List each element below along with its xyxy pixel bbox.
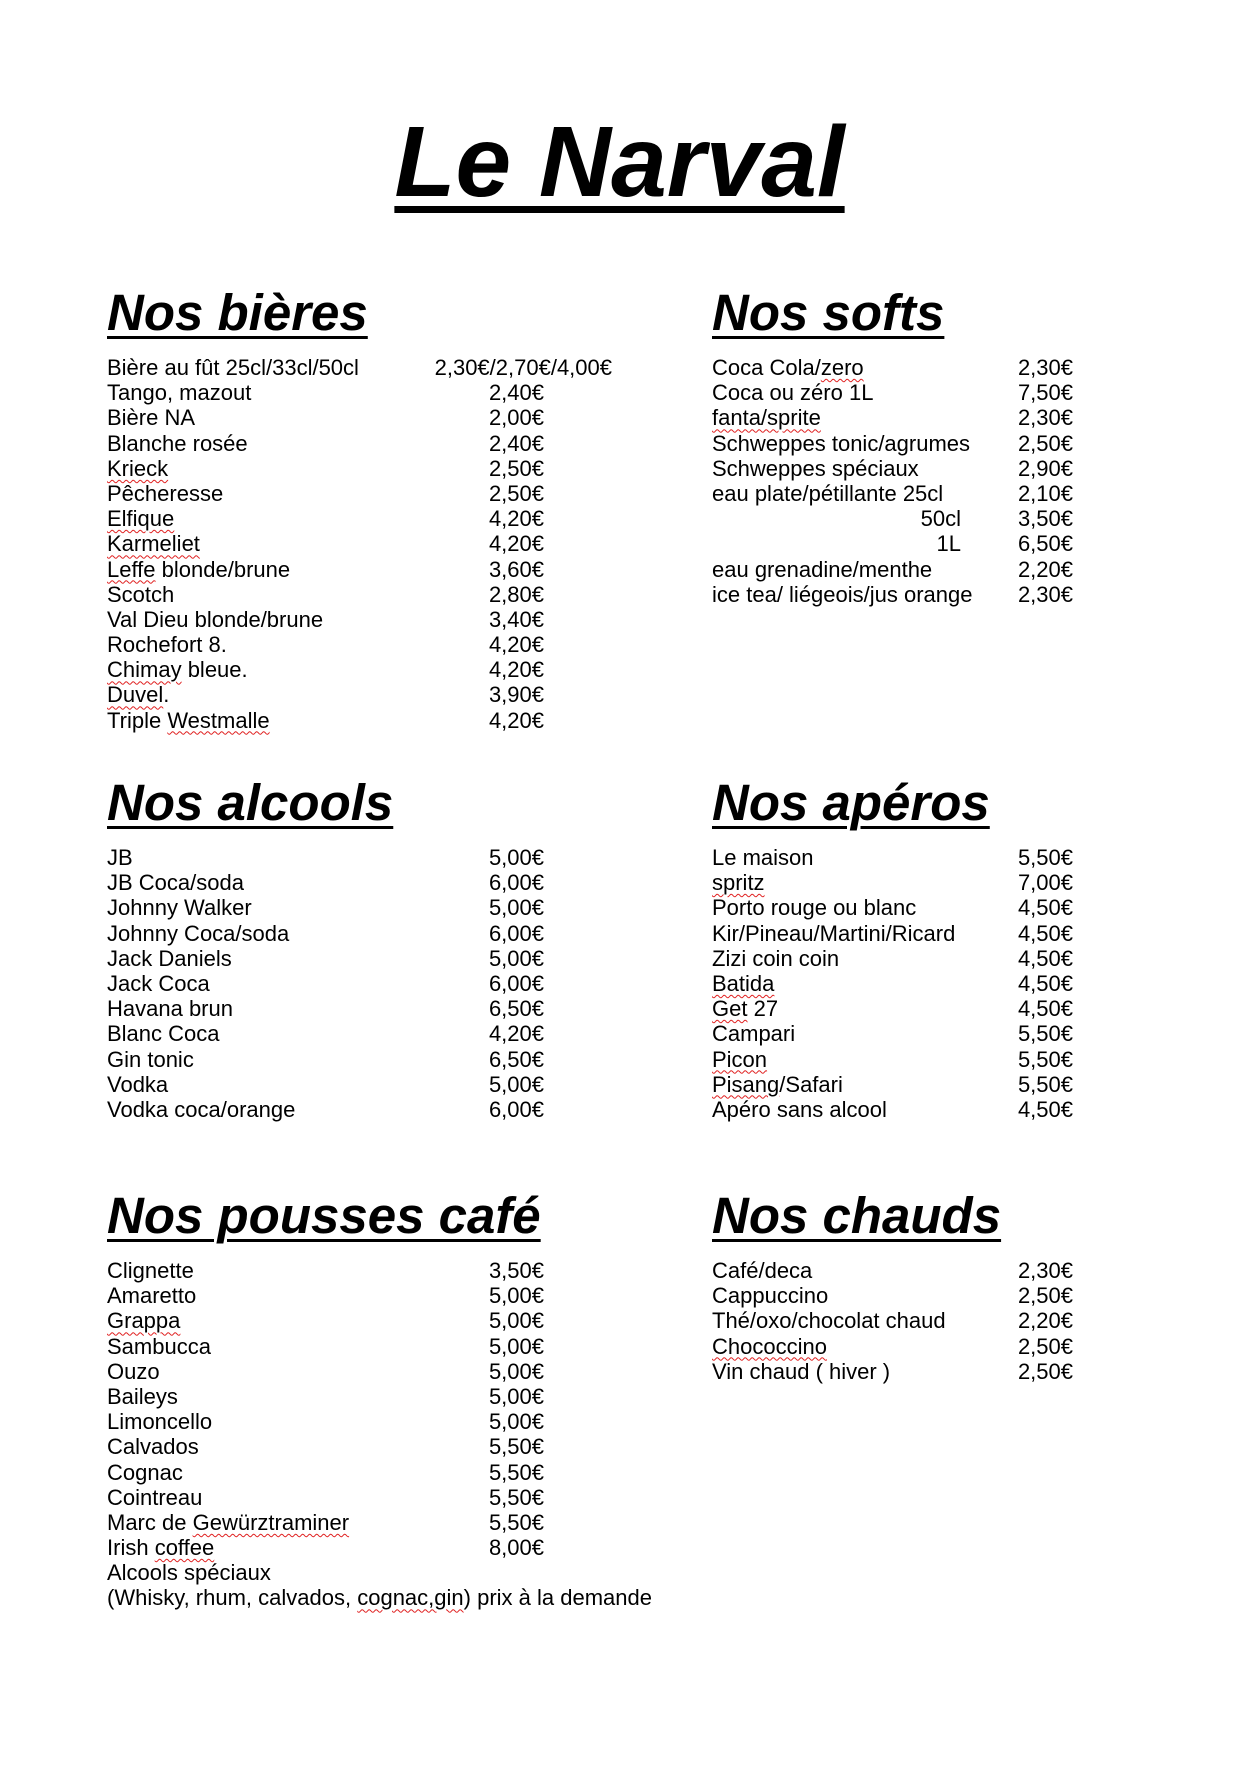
item-name: Porto rouge ou blanc: [712, 895, 917, 921]
item-price: 5,00€: [488, 1308, 544, 1334]
menu-item: [107, 557, 667, 582]
item-price: 7,00€: [1017, 870, 1073, 896]
menu-item: [107, 1258, 727, 1283]
item-name: Jack Coca: [107, 970, 210, 996]
item-price: 6,50€: [488, 1046, 544, 1072]
item-list: [712, 1258, 1142, 1384]
menu-item: [107, 456, 667, 481]
item-price: 4,50€: [1017, 895, 1073, 921]
item-name: Blanche rosée: [107, 430, 248, 456]
menu-item: [712, 1334, 1142, 1359]
item-price: 6,00€: [488, 920, 544, 946]
item-price: 3,40€: [488, 606, 544, 632]
item-name: Campari: [712, 1021, 796, 1047]
menu-item: [107, 895, 667, 920]
item-name-part: Irish: [107, 1535, 155, 1561]
item-name: Vodka: [107, 1071, 169, 1097]
item-name-part: Coca Cola/: [712, 355, 821, 380]
item-price: 4,20€: [488, 707, 544, 733]
item-name: Kir/Pineau/Martini/Ricard: [712, 920, 956, 946]
item-name-part: Marc de: [107, 1509, 193, 1535]
item-name: Krieck: [107, 455, 169, 481]
item-price: 8,00€: [488, 1535, 544, 1561]
item-name: Apéro sans alcool: [712, 1096, 887, 1122]
section-heading: Nos bières: [107, 284, 368, 341]
menu-item: [107, 1485, 727, 1510]
item-name-part: /Safari: [779, 1071, 843, 1097]
menu-item: [712, 845, 1142, 870]
menu-item: [107, 1047, 667, 1072]
menu-item: [712, 1097, 1142, 1122]
menu-item: [107, 506, 667, 531]
item-name: eau plate/pétillante 25cl: [712, 480, 944, 506]
item-price: 3,50€: [1017, 506, 1073, 532]
item-name: Tango, mazout: [107, 380, 252, 406]
item-name: JB: [107, 845, 133, 870]
item-price: 2,30€: [1017, 355, 1073, 380]
menu-item: [107, 1384, 727, 1409]
item-list: [107, 1258, 727, 1611]
menu-item: [712, 582, 1142, 607]
section-heading: Nos pousses café: [107, 1187, 541, 1244]
item-price: 4,20€: [488, 1021, 544, 1047]
item-price: 2,90€: [1017, 455, 1073, 481]
menu-item: [107, 845, 667, 870]
section-aperos: [712, 774, 1142, 1122]
menu-title-text: Le Narval: [394, 106, 845, 218]
menu-item: [107, 355, 667, 380]
item-name: Johnny Coca/soda: [107, 920, 290, 946]
item-name: ice tea/ liégeois/jus orange: [712, 581, 973, 607]
item-name-part: Triple: [107, 707, 168, 733]
item-price: 5,00€: [488, 1383, 544, 1409]
item-name: Zizi coin coin: [712, 945, 840, 971]
item-price: 5,00€: [488, 1409, 544, 1435]
special-note-part: ) prix à la demande: [463, 1585, 652, 1611]
item-list: [107, 355, 667, 733]
item-price: 4,20€: [488, 657, 544, 683]
item-name: Vin chaud ( hiver ): [712, 1358, 891, 1384]
item-name: fanta/sprite: [712, 405, 821, 431]
item-price: 4,50€: [1017, 996, 1073, 1022]
item-price: 2,50€: [488, 480, 544, 506]
item-price: 5,00€: [488, 1333, 544, 1359]
menu-item: [107, 405, 667, 430]
item-name: Schweppes spéciaux: [712, 455, 919, 481]
item-price: 4,50€: [1017, 945, 1073, 971]
menu-item: [107, 1359, 727, 1384]
item-name-part: Pisang: [712, 1071, 780, 1097]
item-price: 5,00€: [488, 1358, 544, 1384]
item-name: Rochefort 8.: [107, 632, 227, 658]
menu-item: [107, 1097, 667, 1122]
menu-item: [107, 1434, 727, 1459]
item-price: 5,50€: [488, 1509, 544, 1535]
item-price: 5,50€: [1017, 1046, 1073, 1072]
section-pousses-cafe: [107, 1187, 727, 1611]
item-name: Val Dieu blonde/brune: [107, 606, 324, 632]
menu-item: [107, 632, 667, 657]
item-name-part: Leffe: [107, 556, 156, 582]
item-name: Schweppes tonic/agrumes: [712, 430, 971, 456]
item-name: Jack Daniels: [107, 945, 232, 971]
item-name-part: Westmalle: [167, 707, 270, 733]
item-name: Le maison: [712, 845, 814, 870]
item-list: [712, 355, 1142, 607]
item-name: Chococcino: [712, 1333, 827, 1359]
item-price: 3,50€: [488, 1258, 544, 1283]
item-name: Ouzo: [107, 1358, 160, 1384]
menu-item: [107, 1409, 727, 1434]
item-price: 4,20€: [488, 506, 544, 532]
item-price: 2,30€/2,70€/4,00€: [434, 355, 612, 380]
item-price: 2,50€: [488, 455, 544, 481]
item-price: 2,00€: [488, 405, 544, 431]
item-name-part: Get: [712, 996, 748, 1022]
special-note-part: (Whisky, rhum, calvados,: [107, 1585, 358, 1611]
item-name: JB Coca/soda: [107, 870, 244, 896]
item-name-part: bleue.: [181, 657, 248, 683]
menu-item: [712, 1021, 1142, 1046]
menu-item: [107, 431, 667, 456]
section-heading: Nos chauds: [712, 1187, 1002, 1244]
menu-item: [107, 380, 667, 405]
item-price: 4,20€: [488, 632, 544, 658]
item-price: 5,50€: [488, 1459, 544, 1485]
item-name: Bière NA: [107, 405, 196, 431]
item-name: Baileys: [107, 1383, 178, 1409]
item-name: Cointreau: [107, 1484, 203, 1510]
menu-item: [712, 946, 1142, 971]
item-name: spritz: [712, 870, 765, 896]
item-name-part: 27: [747, 996, 779, 1022]
item-name-part: Chimay: [107, 657, 182, 683]
menu-item: [107, 1460, 727, 1485]
item-name: Cognac: [107, 1459, 183, 1485]
item-price: 2,30€: [1017, 581, 1073, 607]
menu-item: [107, 682, 667, 707]
item-name: Thé/oxo/chocolat chaud: [712, 1308, 946, 1334]
item-price: 4,50€: [1017, 1096, 1073, 1122]
item-price: 6,50€: [488, 996, 544, 1022]
item-price: 5,50€: [1017, 845, 1073, 870]
menu-item: [712, 557, 1142, 582]
item-name: Bière au fût 25cl/33cl/50cl: [107, 355, 359, 380]
menu-item: [107, 870, 667, 895]
item-name-part: zero: [820, 355, 864, 380]
item-name: Grappa: [107, 1308, 181, 1334]
item-name: 1L: [936, 531, 961, 557]
menu-item: [712, 355, 1142, 380]
item-name: Amaretto: [107, 1283, 197, 1309]
menu-item: [107, 1021, 667, 1046]
item-name: Calvados: [107, 1434, 199, 1460]
item-price: 2,40€: [488, 380, 544, 406]
item-name: Picon: [712, 1046, 768, 1072]
item-list: [107, 845, 667, 1122]
menu-title: [0, 106, 1239, 218]
item-price: 2,50€: [1017, 1333, 1073, 1359]
menu-item: [107, 946, 667, 971]
menu-item: [107, 582, 667, 607]
menu-item: [107, 1283, 727, 1308]
special-note-part: cognac,gin: [357, 1585, 464, 1611]
menu-item: [712, 895, 1142, 920]
item-price: 5,00€: [488, 895, 544, 921]
menu-item: [107, 971, 667, 996]
item-price: 2,80€: [488, 581, 544, 607]
item-name: Pêcheresse: [107, 480, 224, 506]
special-note-text: [107, 1585, 652, 1610]
menu-item: [712, 870, 1142, 895]
item-price: 2,20€: [1017, 1308, 1073, 1334]
item-name: Gin tonic: [107, 1046, 194, 1072]
menu-item: [107, 1510, 727, 1535]
item-price: 2,10€: [1017, 480, 1073, 506]
menu-item: [712, 1359, 1142, 1384]
menu-item: [712, 431, 1142, 456]
menu-item: [107, 708, 667, 733]
menu-item: [712, 481, 1142, 506]
menu-item: [712, 380, 1142, 405]
menu-item: [107, 996, 667, 1021]
item-name-part: .: [163, 682, 170, 708]
item-price: 6,00€: [488, 970, 544, 996]
item-price: 3,60€: [488, 556, 544, 582]
item-name: Elfique: [107, 506, 175, 532]
item-price: 5,50€: [1017, 1071, 1073, 1097]
menu-item: [712, 1258, 1142, 1283]
item-price: 5,00€: [488, 945, 544, 971]
item-name: Blanc Coca: [107, 1021, 220, 1047]
item-name: eau grenadine/menthe: [712, 556, 933, 582]
menu-item: [712, 1283, 1142, 1308]
item-price: 2,50€: [1017, 1358, 1073, 1384]
menu-item: [107, 1535, 727, 1560]
item-price: 2,50€: [1017, 430, 1073, 456]
item-price: 2,30€: [1017, 1258, 1073, 1283]
item-price: 5,50€: [488, 1484, 544, 1510]
item-name: Havana brun: [107, 996, 233, 1022]
menu-item: [107, 1334, 727, 1359]
menu-item: [107, 607, 667, 632]
menu-item: [712, 456, 1142, 481]
item-price: 3,90€: [488, 682, 544, 708]
item-name: Vodka coca/orange: [107, 1096, 296, 1122]
item-name: Johnny Walker: [107, 895, 252, 921]
item-name-part: blonde/brune: [155, 556, 291, 582]
menu-item: [107, 531, 667, 556]
item-price: 6,50€: [1017, 531, 1073, 557]
item-name: 50cl: [920, 506, 961, 532]
item-name: Limoncello: [107, 1409, 213, 1435]
item-name-part: Duvel: [107, 682, 164, 708]
item-price: 2,40€: [488, 430, 544, 456]
item-name: Cappuccino: [712, 1283, 829, 1309]
item-price: 4,50€: [1017, 920, 1073, 946]
item-name: Scotch: [107, 581, 175, 607]
item-name: Coca ou zéro 1L: [712, 380, 874, 406]
item-price: 5,50€: [488, 1434, 544, 1460]
item-name: Café/deca: [712, 1258, 813, 1283]
item-name: Clignette: [107, 1258, 194, 1283]
special-label-text: Alcools spéciaux: [107, 1560, 271, 1586]
section-softs: [712, 284, 1142, 607]
section-bieres: [107, 284, 667, 733]
item-price: 4,20€: [488, 531, 544, 557]
menu-item: [107, 657, 667, 682]
item-price: 6,00€: [488, 870, 544, 896]
item-list: [712, 845, 1142, 1122]
item-price: 2,50€: [1017, 1283, 1073, 1309]
item-name: Karmeliet: [107, 531, 200, 557]
menu-item: [712, 1072, 1142, 1097]
menu-item: [712, 921, 1142, 946]
menu-item: [107, 1308, 727, 1333]
item-price: 2,30€: [1017, 405, 1073, 431]
menu-item: [107, 481, 667, 506]
menu-item: [712, 531, 1142, 556]
item-price: 6,00€: [488, 1096, 544, 1122]
special-label: [107, 1560, 727, 1585]
menu-item: [712, 405, 1142, 430]
item-price: 5,50€: [1017, 1021, 1073, 1047]
menu-item: [107, 1072, 667, 1097]
section-heading: Nos softs: [712, 284, 945, 341]
item-price: 4,50€: [1017, 970, 1073, 996]
section-chauds: [712, 1187, 1142, 1384]
item-price: 5,00€: [488, 845, 544, 870]
menu-item: [107, 921, 667, 946]
section-alcools: [107, 774, 667, 1122]
menu-item: [712, 1308, 1142, 1333]
item-name: Sambucca: [107, 1333, 211, 1359]
section-heading: Nos alcools: [107, 774, 394, 831]
menu-item: [712, 506, 1142, 531]
special-note: [107, 1585, 727, 1610]
item-name-part: coffee: [154, 1535, 215, 1561]
section-heading: Nos apéros: [712, 774, 990, 831]
item-name: Batida: [712, 970, 775, 996]
item-price: 5,00€: [488, 1071, 544, 1097]
item-price: 2,20€: [1017, 556, 1073, 582]
menu-item: [712, 971, 1142, 996]
menu-item: [712, 996, 1142, 1021]
item-price: 5,00€: [488, 1283, 544, 1309]
item-name-part: Gewürztraminer: [192, 1509, 350, 1535]
item-price: 7,50€: [1017, 380, 1073, 406]
menu-item: [712, 1047, 1142, 1072]
